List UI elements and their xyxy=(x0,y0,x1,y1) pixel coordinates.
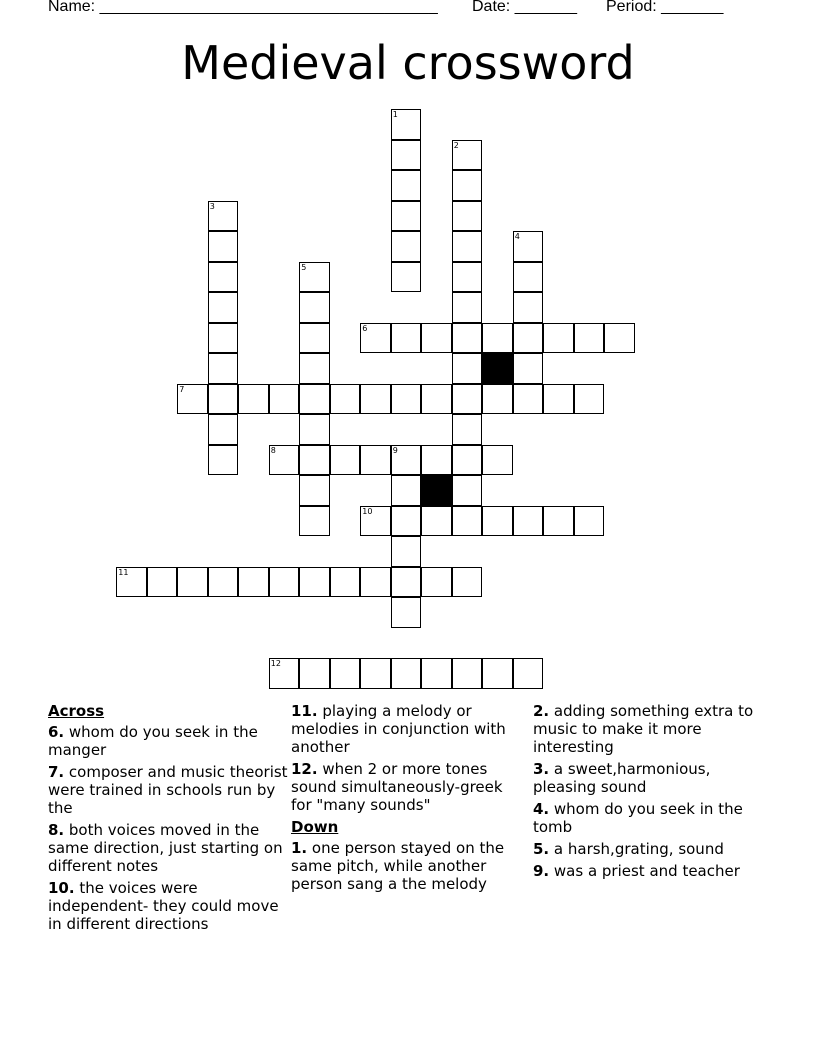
clue-number-label: 4 xyxy=(514,232,520,242)
grid-cell[interactable] xyxy=(452,140,483,171)
grid-cell[interactable] xyxy=(208,414,239,445)
grid-cell[interactable] xyxy=(452,292,483,323)
clue-number-label: 6 xyxy=(362,323,368,333)
clue-number: 8. xyxy=(48,821,65,839)
clue-across-11 xyxy=(291,702,526,756)
clue-down-3 xyxy=(533,760,768,796)
grid-cell[interactable] xyxy=(269,384,300,415)
grid-cell[interactable] xyxy=(391,323,422,354)
grid-cell[interactable] xyxy=(299,506,330,537)
grid-cell[interactable] xyxy=(391,658,422,689)
clue-number: 2. xyxy=(533,702,550,720)
grid-cell[interactable] xyxy=(238,567,269,598)
grid-cell[interactable] xyxy=(574,384,605,415)
clue-text: one person stayed on the same pitch, while another person sang a the melody xyxy=(291,839,505,893)
grid-cell[interactable] xyxy=(482,658,513,689)
date-field[interactable]: Date: _______ xyxy=(472,0,577,15)
grid-cell[interactable] xyxy=(299,292,330,323)
grid-cell[interactable] xyxy=(421,384,452,415)
grid-cell[interactable] xyxy=(208,292,239,323)
clue-across-6 xyxy=(48,723,288,759)
grid-cell[interactable] xyxy=(513,658,544,689)
clue-text: composer and music theorist were trained in schools run by the xyxy=(48,763,288,817)
clue-number-label: 7 xyxy=(179,384,185,394)
grid-cell[interactable] xyxy=(391,231,422,262)
grid-cell[interactable] xyxy=(574,323,605,354)
grid-cell[interactable] xyxy=(360,384,391,415)
clue-number-label: 11 xyxy=(118,567,129,577)
grid-cell[interactable] xyxy=(604,323,635,354)
grid-cell[interactable] xyxy=(482,445,513,476)
grid-cell[interactable] xyxy=(269,658,300,689)
grid-cell[interactable] xyxy=(543,323,574,354)
clue-number-label: 12 xyxy=(270,659,281,669)
grid-cell[interactable] xyxy=(452,231,483,262)
grid-cell[interactable] xyxy=(360,658,391,689)
grid-cell[interactable] xyxy=(513,323,544,354)
clue-across-12 xyxy=(291,760,526,814)
grid-cell[interactable] xyxy=(208,201,239,232)
clue-number: 11. xyxy=(291,702,318,720)
grid-cell[interactable] xyxy=(452,475,483,506)
grid-cell[interactable] xyxy=(513,292,544,323)
grid-cell[interactable] xyxy=(269,567,300,598)
grid-cell[interactable] xyxy=(543,506,574,537)
clue-number: 5. xyxy=(533,840,550,858)
clue-number-label: 5 xyxy=(301,262,307,272)
grid-cell[interactable] xyxy=(513,384,544,415)
grid-cell[interactable] xyxy=(391,506,422,537)
grid-cell[interactable] xyxy=(116,567,147,598)
grid-cell[interactable] xyxy=(391,140,422,171)
grid-cell[interactable] xyxy=(299,414,330,445)
clue-text: adding something extra to music to make it more interesting xyxy=(533,702,754,756)
clue-number: 10. xyxy=(48,879,75,897)
down-heading: Down xyxy=(291,818,339,836)
grid-cell[interactable] xyxy=(208,384,239,415)
clue-number-label: 10 xyxy=(362,506,373,516)
grid-cell[interactable] xyxy=(208,323,239,354)
clue-number: 4. xyxy=(533,800,550,818)
clue-number: 3. xyxy=(533,760,550,778)
grid-cell[interactable] xyxy=(299,475,330,506)
grid-cell[interactable] xyxy=(299,262,330,293)
grid-cell[interactable] xyxy=(299,567,330,598)
grid-cell[interactable] xyxy=(421,445,452,476)
clue-across-8 xyxy=(48,821,288,875)
grid-cell[interactable] xyxy=(330,445,361,476)
clue-number: 1. xyxy=(291,839,308,857)
clue-number: 7. xyxy=(48,763,65,781)
grid-cell[interactable] xyxy=(299,323,330,354)
grid-cell[interactable] xyxy=(360,506,391,537)
grid-cell[interactable] xyxy=(299,384,330,415)
grid-cell[interactable] xyxy=(391,262,422,293)
grid-cell[interactable] xyxy=(360,323,391,354)
clue-text: whom do you seek in the tomb xyxy=(533,800,743,836)
grid-cell[interactable] xyxy=(299,658,330,689)
clue-text: playing a melody or melodies in conjunction with another xyxy=(291,702,506,756)
grid-cell[interactable] xyxy=(421,567,452,598)
clues-column-2 xyxy=(291,702,526,897)
across-heading: Across xyxy=(48,702,105,720)
grid-cell[interactable] xyxy=(452,170,483,201)
grid-cell[interactable] xyxy=(452,384,483,415)
clue-number: 12. xyxy=(291,760,318,778)
grid-cell[interactable] xyxy=(177,384,208,415)
grid-cell[interactable] xyxy=(482,384,513,415)
grid-cell[interactable] xyxy=(452,323,483,354)
clue-number-label: 1 xyxy=(392,110,398,120)
period-field[interactable]: Period: _______ xyxy=(606,0,724,15)
clue-text: whom do you seek in the manger xyxy=(48,723,258,759)
grid-cell[interactable] xyxy=(513,353,544,384)
clue-number-label: 3 xyxy=(209,201,215,211)
clue-number-label: 9 xyxy=(392,445,398,455)
clue-number: 6. xyxy=(48,723,65,741)
grid-cell[interactable] xyxy=(482,506,513,537)
black-cell xyxy=(421,475,452,506)
clues-column-3 xyxy=(533,702,768,884)
grid-cell[interactable] xyxy=(299,445,330,476)
grid-cell[interactable] xyxy=(208,353,239,384)
grid-cell[interactable] xyxy=(513,262,544,293)
grid-cell[interactable] xyxy=(360,445,391,476)
grid-cell[interactable] xyxy=(391,475,422,506)
clue-text: when 2 or more tones sound simultaneously-greek for "many sounds" xyxy=(291,760,503,814)
page-title: Medieval crossword xyxy=(181,36,635,90)
grid-cell[interactable] xyxy=(452,353,483,384)
name-field[interactable]: Name: ______________________________________ xyxy=(48,0,438,15)
black-cell xyxy=(482,353,513,384)
clues-column-1 xyxy=(48,702,288,937)
grid-cell[interactable] xyxy=(330,658,361,689)
grid-cell[interactable] xyxy=(482,323,513,354)
grid-cell[interactable] xyxy=(391,567,422,598)
grid-cell[interactable] xyxy=(177,567,208,598)
grid-cell[interactable] xyxy=(330,567,361,598)
grid-cell[interactable] xyxy=(360,567,391,598)
grid-cell[interactable] xyxy=(452,445,483,476)
grid-cell[interactable] xyxy=(452,658,483,689)
grid-cell[interactable] xyxy=(452,506,483,537)
grid-cell[interactable] xyxy=(452,262,483,293)
grid-cell[interactable] xyxy=(391,536,422,567)
grid-cell[interactable] xyxy=(452,414,483,445)
grid-cell[interactable] xyxy=(208,445,239,476)
clue-across-10 xyxy=(48,879,288,933)
clue-down-1 xyxy=(291,839,526,893)
clue-down-2 xyxy=(533,702,768,756)
grid-cell[interactable] xyxy=(208,231,239,262)
grid-cell[interactable] xyxy=(513,506,544,537)
clue-number: 9. xyxy=(533,862,550,880)
grid-cell[interactable] xyxy=(421,658,452,689)
grid-cell[interactable] xyxy=(452,201,483,232)
grid-cell[interactable] xyxy=(452,567,483,598)
clue-text: a harsh,grating, sound xyxy=(549,840,724,858)
grid-cell[interactable] xyxy=(513,231,544,262)
grid-cell[interactable] xyxy=(238,384,269,415)
grid-cell[interactable] xyxy=(208,567,239,598)
clue-down-4 xyxy=(533,800,768,836)
clue-text: was a priest and teacher xyxy=(549,862,740,880)
grid-cell[interactable] xyxy=(543,384,574,415)
grid-cell[interactable] xyxy=(391,170,422,201)
grid-cell[interactable] xyxy=(391,384,422,415)
clue-text: both voices moved in the same direction, just starting on different notes xyxy=(48,821,283,875)
clue-text: a sweet,harmonious, pleasing sound xyxy=(533,760,711,796)
grid-cell[interactable] xyxy=(421,323,452,354)
clue-number-label: 8 xyxy=(270,445,276,455)
grid-cell[interactable] xyxy=(574,506,605,537)
clue-down-9 xyxy=(533,862,768,880)
grid-cell[interactable] xyxy=(299,353,330,384)
grid-cell[interactable] xyxy=(391,445,422,476)
clue-across-7 xyxy=(48,763,288,817)
clue-down-5 xyxy=(533,840,768,858)
grid-cell[interactable] xyxy=(421,506,452,537)
grid-cell[interactable] xyxy=(391,597,422,628)
grid-cell[interactable] xyxy=(208,262,239,293)
clue-text: the voices were independent- they could move in different directions xyxy=(48,879,279,933)
grid-cell[interactable] xyxy=(391,201,422,232)
clue-number-label: 2 xyxy=(453,140,459,150)
grid-cell[interactable] xyxy=(147,567,178,598)
grid-cell[interactable] xyxy=(269,445,300,476)
grid-cell[interactable] xyxy=(391,109,422,140)
grid-cell[interactable] xyxy=(330,384,361,415)
